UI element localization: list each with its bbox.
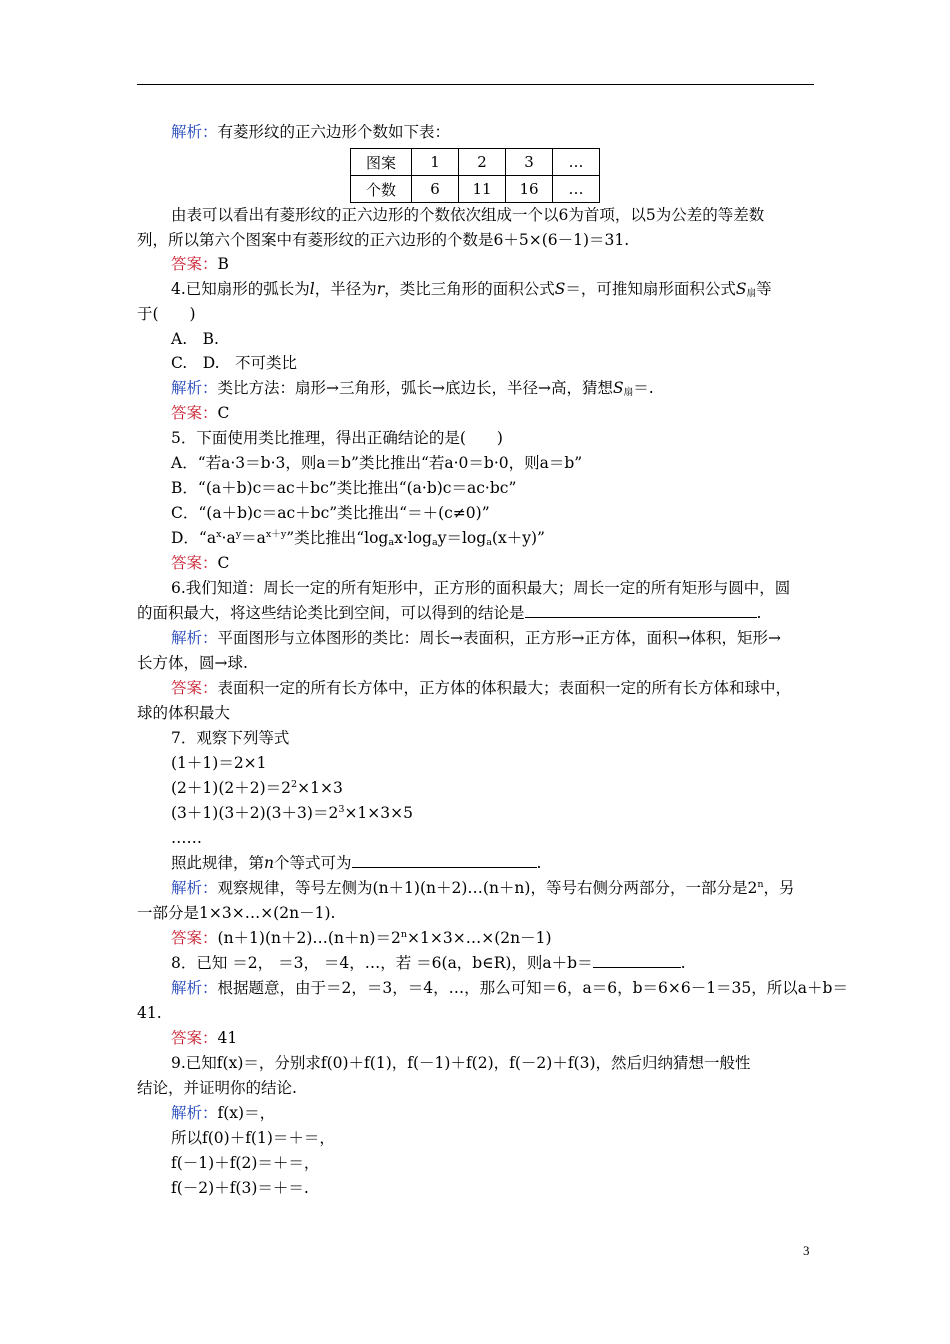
q7-analysis-line2: 一部分是1×3×…×(2n－1). (137, 904, 336, 922)
analysis-label: 解析： (171, 379, 218, 397)
analysis-label: 解析： (171, 1104, 218, 1122)
answer-blank (593, 953, 681, 968)
q7-equation-2: $(2+1)(2+2)=2^2\times 1\times 3$ (171, 778, 343, 797)
q4-stem-line2: 于( ) (137, 305, 196, 323)
q7-ellipsis: …… (171, 829, 202, 847)
q9-step-3: f(－2)＋f(3)＝＋＝. (171, 1179, 309, 1197)
q6-analysis: 解析：平面图形与立体图形的类比：周长→表面积，正方形→正方体，面积→体积，矩形→ (171, 629, 781, 647)
q7-equation-3: $(3+1)(3+2)(3+3)=2^3\times 1\times 3\times 5$ (171, 803, 413, 822)
q5-stem: 5．下面使用类比推理，得出正确结论的是( ) (171, 429, 503, 447)
analysis-label: 解析： (171, 123, 218, 141)
q5-option-b: B．“(a＋b)c＝ac＋bc”类比推出“(a·b)c＝ac·bc” (171, 479, 517, 497)
q8-analysis: 解析：根据题意，由于＝2，＝3，＝4，…，那么可知＝6，a＝6，b＝6×6－1＝35，所以a＋b＝ (171, 979, 848, 997)
q4-options-ab: A. B. (171, 330, 219, 348)
q7-analysis: 解析：观察规律，等号左侧为(n＋1)(n＋2)…(n＋n)，等号右侧分两部分，一部分是2$^n$，另 (171, 878, 795, 897)
q9-step-1: 所以f(0)＋f(1)＝＋＝， (171, 1129, 335, 1147)
answer-blank (525, 603, 757, 618)
q5-option-c: C．“(a＋b)c＝ac＋bc”类比推出“＝＋(c≠0)” (171, 504, 490, 522)
q7-question: 照此规律，第n个等式可为 . (171, 854, 542, 872)
answer-label: 答案： (171, 679, 218, 697)
q6-answer: 答案：表面积一定的所有长方体中，正方体的体积最大；表面积一定的所有长方体和球中， (171, 679, 792, 697)
answer-blank (352, 853, 537, 868)
analysis-label: 解析： (171, 979, 218, 997)
page-number: 3 (803, 1243, 810, 1258)
q3-answer: 答案：B (171, 255, 229, 273)
table-row: 图案 1 2 3 … (351, 149, 600, 176)
q3-text-line: 列，所以第六个图案中有菱形纹的正六边形的个数是6＋5×(6－1)＝31. (137, 231, 630, 249)
pattern-table (350, 148, 600, 203)
q8-stem: 8．已知 ＝2， ＝3， ＝4，…，若 ＝6(a，b∈R)，则a＋b＝ . (171, 954, 686, 972)
q4-answer: 答案：C (171, 404, 230, 422)
q6-stem-line2: 的面积最大，将这些结论类比到空间，可以得到的结论是 . (137, 604, 762, 622)
q6-stem: 6.我们知道：周长一定的所有矩形中，正方形的面积最大；周长一定的所有矩形与圆中，圆 (171, 579, 791, 597)
q9-step-2: f(－1)＋f(2)＝＋＝， (171, 1154, 320, 1172)
q9-analysis: 解析：f(x)＝， (171, 1104, 276, 1122)
q5-option-d: D．“$a^x\cdot a^y=a^{x+y}$”类比推出“$\log_ax\cdot\log_ay=\log_a(x+y)$” (171, 528, 545, 548)
answer-label: 答案： (171, 255, 218, 273)
q4-analysis: 解析：类比方法：扇形→三角形，弧长→底边长，半径→高，猜想$S_扇=$. (171, 379, 654, 398)
answer-label: 答案： (171, 929, 218, 947)
answer-label: 答案： (171, 1029, 218, 1047)
q5-answer: 答案：C (171, 554, 230, 572)
answer-label: 答案： (171, 554, 218, 572)
q4-options-cd: C. D. 不可类比 (171, 354, 298, 372)
q3-text-line: 由表可以看出有菱形纹的正六边形的个数依次组成一个以6为首项，以5为公差的等差数 (171, 206, 765, 224)
header-rule (137, 84, 814, 85)
q6-answer-line2: 球的体积最大 (137, 704, 231, 722)
analysis-label: 解析： (171, 629, 218, 647)
q8-answer: 答案：41 (171, 1029, 238, 1047)
q3-analysis-line: 解析：有菱形纹的正六边形个数如下表： (171, 123, 451, 141)
answer-label: 答案： (171, 404, 218, 422)
table-row: 个数 6 11 16 … (351, 176, 600, 203)
q7-equation-1: (1＋1)＝2×1 (171, 754, 267, 772)
analysis-label: 解析： (171, 879, 218, 897)
q9-stem: 9.已知f(x)＝，分别求f(0)＋f(1)，f(－1)＋f(2)，f(－2)＋f(3)，然后归纳猜想一般性 (171, 1054, 751, 1072)
q9-stem-line2: 结论，并证明你的结论. (137, 1079, 297, 1097)
q8-analysis-line2: 41. (137, 1004, 162, 1022)
q4-stem: 4.已知扇形的弧长为l，半径为r，类比三角形的面积公式S＝，可推知扇形面积公式$S_扇$等 (171, 280, 772, 299)
q5-option-a: A．“若a·3＝b·3，则a＝b”类比推出“若a·0＝b·0，则a＝b” (171, 454, 583, 472)
q7-answer: 答案：$(n+1)(n+2)\dots(n+n)=2^n\times 1\times 3\times\dots\times(2n-1)$ (171, 928, 552, 947)
q7-stem: 7．观察下列等式 (171, 729, 290, 747)
q6-analysis-line2: 长方体，圆→球. (137, 654, 248, 672)
